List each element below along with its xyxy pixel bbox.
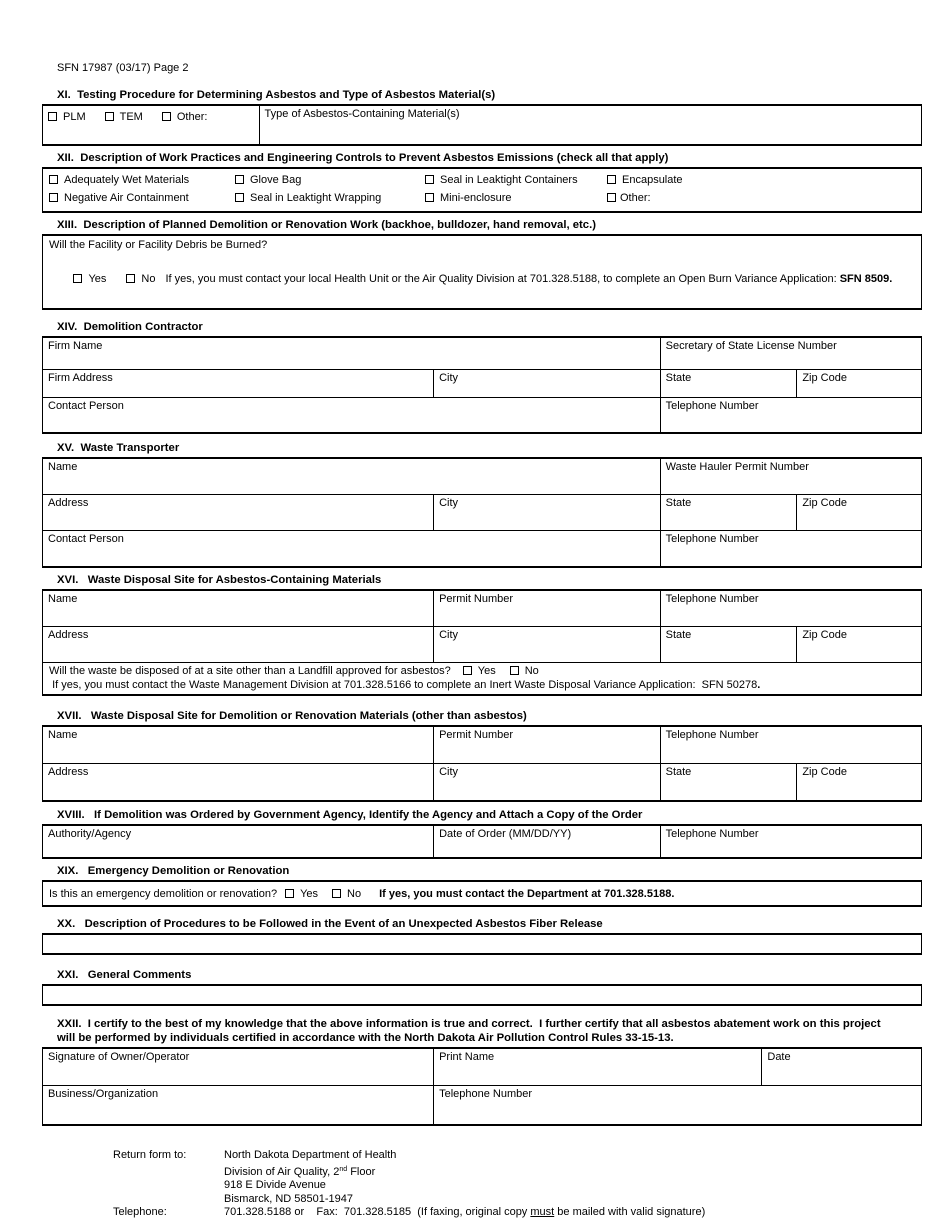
xxii-signature-label: Signature of Owner/Operator [48,1051,190,1063]
xvi-yes-label: Yes [477,665,496,677]
xxii-telephone-field[interactable] [433,1086,921,1124]
xiii-note-bold: SFN 8509. [839,273,893,285]
xvii-zip-label: Zip Code [802,766,847,778]
xv-name-field[interactable] [43,459,660,494]
xii-other-label: Other: [620,192,651,204]
xv-permit-number-field[interactable] [660,459,921,494]
section-xiv-table [42,336,922,434]
xiv-sos-license-label: Secretary of State License Number [665,340,837,352]
section-xii-box [42,167,922,213]
xvi-name-label: Name [48,593,78,605]
xxii-certify-line2: will be performed by individuals certified in accordance with the North Dakota Air Pollution Control Rules 33-15-13. [57,1031,674,1044]
xii-glove-bag-checkbox[interactable] [235,175,244,184]
xvi-permit-number-label: Permit Number [439,593,514,605]
section-xvi [42,574,922,696]
telephone-suffix: be mailed with valid signature) [554,1206,706,1219]
xii-encapsulate-label: Encapsulate [622,174,683,186]
xviii-authority-label: Authority/Agency [48,828,132,840]
xi-plm-checkbox[interactable] [48,112,57,121]
xi-material-type-field[interactable] [259,106,921,144]
xiii-no-checkbox[interactable] [126,274,135,283]
xi-plm-option [48,111,86,124]
xvii-address-label: Address [48,766,89,778]
section-xiii-title: XIII. Description of Planned Demolition or Renovation Work (backhoe, bulldozer, hand removal, etc.) [57,219,596,231]
xxi-comments-field[interactable] [42,984,922,1006]
xvi-question-text: Will the waste be disposed of at a site other than a Landfill approved for asbestos? [49,665,451,677]
table-row [43,459,921,494]
xiii-yes-label: Yes [88,273,107,285]
xi-tem-checkbox[interactable] [105,112,114,121]
xii-other-checkbox[interactable] [607,193,616,202]
xvi-address-field[interactable] [43,627,433,662]
section-xxi [42,969,922,1006]
xvi-telephone-label: Telephone Number [665,593,759,605]
xix-no-checkbox[interactable] [332,889,341,898]
xi-testing-procedure-field[interactable] [43,106,259,144]
xvii-state-label: State [665,766,692,778]
xvi-address-label: Address [48,629,89,641]
section-xv-title: XV. Waste Transporter [57,442,180,454]
section-xxi-title: XXI. General Comments [57,969,192,981]
telephone-label: Telephone: [113,1206,167,1219]
xix-note-bold: If yes, you must contact the Department at 701.328.5188. [379,887,675,900]
xv-state-field[interactable] [660,495,797,530]
xv-contact-person-label: Contact Person [48,533,124,545]
section-xxii-table [42,1047,922,1126]
return-address-line2-suffix: Floor [347,1165,376,1178]
table-row [43,763,921,800]
xvi-name-field[interactable] [43,591,433,626]
xi-tem-option [105,111,143,124]
table-row [43,397,921,432]
xv-address-field[interactable] [43,495,433,530]
xv-contact-person-field[interactable] [43,531,660,566]
section-xii-title: XII. Description of Work Practices and Engineering Controls to Prevent Asbestos Emissions (check all that apply) [57,152,669,164]
section-xiii-box[interactable] [42,234,922,310]
xv-city-field[interactable] [433,495,660,530]
xviii-telephone-field[interactable] [660,826,921,857]
xi-tem-label: TEM [119,111,143,123]
section-xv [42,442,922,568]
xii-negative-air-label: Negative Air Containment [64,192,189,204]
xvi-telephone-field[interactable] [660,591,921,626]
xvi-no-label: No [524,665,539,677]
xiv-firm-name-field[interactable] [43,338,660,369]
xv-zip-label: Zip Code [802,497,847,509]
return-form-to-label: Return form to: [113,1149,187,1161]
table-row [43,1049,921,1085]
section-xiv-title: XIV. Demolition Contractor [57,321,203,333]
xii-adequately-wet-option [49,174,235,187]
section-xii [42,152,922,213]
table-row [43,494,921,530]
xiv-contact-person-field[interactable] [43,398,660,432]
xii-encapsulate-option [607,174,921,187]
table-row [43,338,921,369]
xxii-certify-line1: XXII. I certify to the best of my knowledge that the above information is true and correct. I further certify that all asbestos abatement work on this project [57,1018,881,1030]
xiv-sos-license-field[interactable] [660,338,921,369]
xii-mini-enclosure-option [425,192,607,205]
xii-mini-enclosure-label: Mini-enclosure [440,192,512,204]
section-xiv [42,321,922,434]
section-xvii [42,710,922,802]
section-xxii [42,1018,922,1126]
xiv-zip-label: Zip Code [802,372,847,384]
table-row [43,626,921,662]
xvi-note-text: If yes, you must contact the Waste Management Division at 701.328.5166 to complete an Inert Waste Disposal Variance Application: SFN 50278 [49,679,758,691]
xiv-firm-name-label: Firm Name [48,340,103,352]
xii-negative-air-option [49,192,235,205]
xvi-city-label: City [439,629,459,641]
table-row [43,727,921,763]
xxii-telephone-label: Telephone Number [439,1088,533,1100]
xvi-yes-checkbox[interactable] [463,666,472,675]
xiv-city-label: City [439,372,459,384]
xi-other-label: Other: [176,111,208,123]
section-xvii-title: XVII. Waste Disposal Site for Demolition or Renovation Materials (other than asbestos) [57,710,527,722]
xvii-permit-number-field[interactable] [433,727,660,763]
xvi-state-field[interactable] [660,627,797,662]
xii-adequately-wet-label: Adequately Wet Materials [64,174,190,186]
xv-address-label: Address [48,497,89,509]
xix-question-text: Is this an emergency demolition or renovation? [49,887,278,900]
xvi-note-bold: . [757,679,761,691]
section-xvii-table [42,725,922,802]
xvii-city-label: City [439,766,459,778]
xii-other-option [607,192,921,205]
telephone-prefix: 701.328.5188 or Fax: 701.328.5185 (If faxing, original copy [224,1206,531,1219]
xxii-business-field[interactable] [43,1086,433,1124]
xxii-business-label: Business/Organization [48,1088,159,1100]
xi-other-checkbox[interactable] [162,112,171,121]
xviii-date-of-order-field[interactable] [433,826,660,857]
xiii-yes-checkbox[interactable] [73,274,82,283]
xix-question-line [43,885,680,903]
xix-yes-label: Yes [300,887,319,900]
section-xvi-table [42,589,922,696]
xv-telephone-field[interactable] [660,531,921,566]
section-xviii-title: XVIII. If Demolition was Ordered by Government Agency, Identify the Agency and Attach a Copy of the Order [57,809,643,821]
xvii-zip-field[interactable] [796,764,921,800]
xvi-state-label: State [665,629,692,641]
section-xx [42,918,922,955]
table-row [43,591,921,626]
xviii-authority-field[interactable] [43,826,433,857]
xvii-name-label: Name [48,729,78,741]
form-id-line: SFN 17987 (03/17) Page 2 [57,62,189,74]
xvi-disposal-question-cell [43,663,921,694]
xii-mini-enclosure-checkbox[interactable] [425,193,434,202]
xii-seal-containers-label: Seal in Leaktight Containers [440,174,578,186]
table-row [43,530,921,566]
xv-zip-field[interactable] [796,495,921,530]
section-xviii [42,809,922,859]
return-address-line2-prefix: Division of Air Quality, 2 [224,1165,340,1178]
xii-encapsulate-checkbox[interactable] [607,175,616,184]
return-address-line4: Bismarck, ND 58501-1947 [224,1192,354,1205]
xiv-city-field[interactable] [433,370,660,397]
return-address-line2-sup: nd [339,1165,348,1173]
xvii-permit-number-label: Permit Number [439,729,514,741]
xiv-state-label: State [665,372,692,384]
xvi-disposal-question-row [43,662,921,694]
xiii-burn-question: Will the Facility or Facility Debris be Burned? [49,239,268,251]
xvi-question-line [49,665,915,678]
footer-return-block [113,1149,922,1220]
xii-checkbox-grid [43,169,921,211]
xii-seal-wrapping-label: Seal in Leaktight Wrapping [250,192,382,204]
table-row [43,826,921,857]
xii-seal-wrapping-checkbox[interactable] [235,193,244,202]
xiv-contact-person-label: Contact Person [48,400,124,412]
xvii-telephone-field[interactable] [660,727,921,763]
section-xx-title: XX. Description of Procedures to be Followed in the Event of an Unexpected Asbestos Fiber Release [57,918,603,930]
xvii-city-field[interactable] [433,764,660,800]
xii-glove-bag-label: Glove Bag [250,174,302,186]
xiv-telephone-field[interactable] [660,398,921,432]
xi-plm-label: PLM [63,111,86,123]
xv-city-label: City [439,497,459,509]
xix-no-label: No [347,887,362,900]
xvi-note-line [49,678,915,692]
xxii-date-field[interactable] [761,1049,921,1085]
section-xix-box[interactable] [42,880,922,907]
xiii-note-text: If yes, you must contact your local Health Unit or the Air Quality Division at 701.328.5188, to complete an Open Burn Variance Application: [165,273,840,285]
xxii-print-name-field[interactable] [433,1049,761,1085]
xv-permit-number-label: Waste Hauler Permit Number [665,461,809,473]
return-address-line2 [224,1163,922,1180]
section-xviii-table [42,824,922,859]
xvi-permit-number-field[interactable] [433,591,660,626]
xi-material-type-label: Type of Asbestos-Containing Material(s) [264,108,460,120]
xxii-print-name-label: Print Name [439,1051,495,1063]
section-xi-box [42,104,922,146]
xxii-signature-field[interactable] [43,1049,433,1085]
xiv-firm-address-field[interactable] [43,370,433,397]
xvi-no-checkbox[interactable] [510,666,519,675]
xii-seal-wrapping-option [235,192,425,205]
xvi-city-field[interactable] [433,627,660,662]
xv-telephone-label: Telephone Number [665,533,759,545]
xiii-no-label: No [141,273,156,285]
xxii-date-label: Date [767,1051,791,1063]
xiv-state-field[interactable] [660,370,797,397]
xiv-firm-address-label: Firm Address [48,372,113,384]
table-row [43,1085,921,1124]
section-xiii [42,219,922,310]
xviii-telephone-label: Telephone Number [665,828,759,840]
xvi-zip-label: Zip Code [802,629,847,641]
xii-negative-air-checkbox[interactable] [49,193,58,202]
xvii-telephone-label: Telephone Number [665,729,759,741]
section-xi [42,89,922,146]
section-xi-title: XI. Testing Procedure for Determining Asbestos and Type of Asbestos Material(s) [57,89,496,101]
return-address-line1: North Dakota Department of Health [224,1149,397,1161]
xvi-zip-field[interactable] [796,627,921,662]
section-xix [42,865,922,907]
section-xix-title: XIX. Emergency Demolition or Renovation [57,865,290,877]
xii-glove-bag-option [235,174,425,187]
table-row [43,369,921,397]
xiv-telephone-label: Telephone Number [665,400,759,412]
xii-seal-containers-option [425,174,607,187]
xvii-name-field[interactable] [43,727,433,763]
xx-procedures-field[interactable] [42,933,922,955]
xviii-date-of-order-label: Date of Order (MM/DD/YY) [439,828,572,840]
xix-yes-checkbox[interactable] [285,889,294,898]
telephone-must-underlined: must [530,1206,555,1219]
xvii-state-field[interactable] [660,764,797,800]
xiv-zip-field[interactable] [796,370,921,397]
xi-other-option [162,111,208,124]
xvii-address-field[interactable] [43,764,433,800]
xii-seal-containers-checkbox[interactable] [425,175,434,184]
xii-adequately-wet-checkbox[interactable] [49,175,58,184]
telephone-line [224,1206,922,1220]
xiii-burn-answer-line [43,254,921,302]
section-xv-table [42,457,922,568]
xv-state-label: State [665,497,692,509]
return-address-line3: 918 E Divide Avenue [224,1179,326,1192]
xv-name-label: Name [48,461,78,473]
section-xvi-title: XVI. Waste Disposal Site for Asbestos-Containing Materials [57,574,382,586]
